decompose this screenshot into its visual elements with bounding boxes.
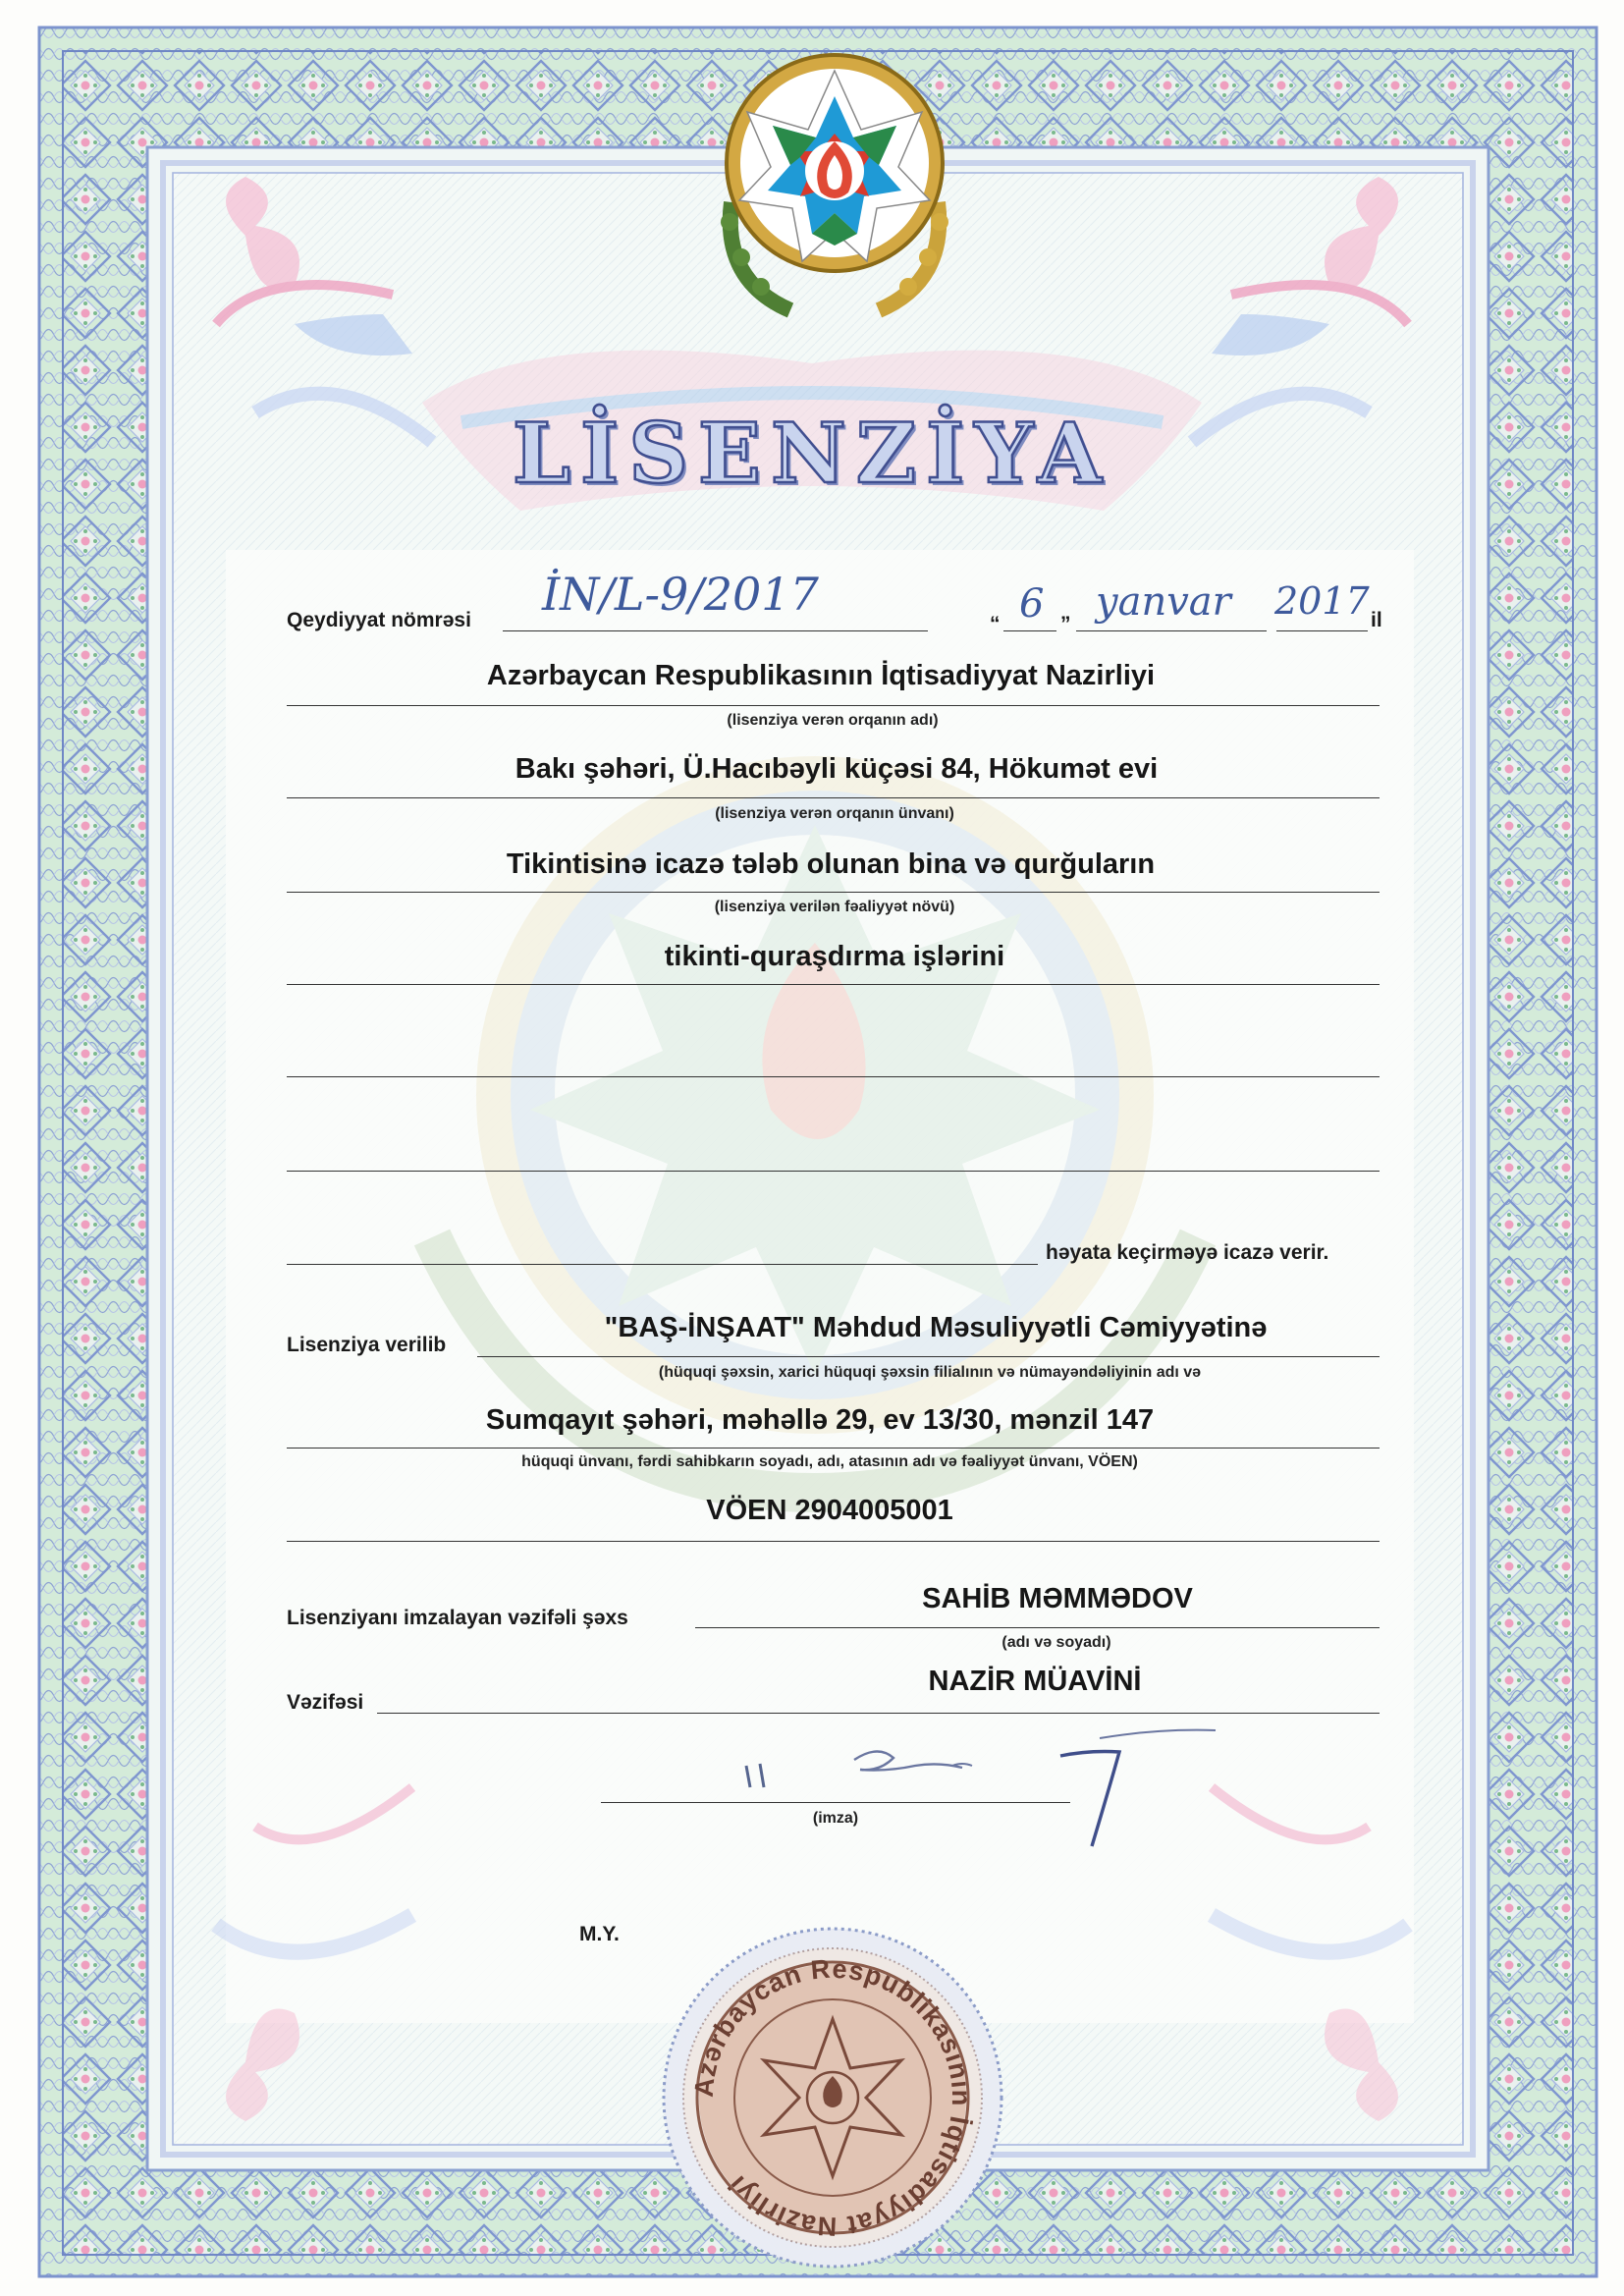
issuing-authority-address: Bakı şəhəri, Ü.Hacıbəyli küçəsi 84, Hökumət evi — [514, 753, 1159, 785]
activity-type-line2: tikinti-quraşdırma işlərini — [664, 941, 1005, 972]
licensee-address: Sumqayıt şəhəri, məhəllə 29, ev 13/30, mənzil 147 — [485, 1404, 1155, 1436]
date-close-quote: ” — [1060, 613, 1071, 635]
licensee-caption-1: (hüquqi şəxsin, xarici hüquqi şəxsin filialının və nümayəndəliyinin adı və — [658, 1364, 1202, 1381]
date-year-suffix: il — [1371, 609, 1382, 631]
handwritten-signature — [707, 1721, 1257, 1858]
activity-line-2 — [287, 984, 1380, 985]
activity-line-1 — [287, 892, 1380, 893]
registration-number-label: Qeydiyyat nömrəsi — [287, 609, 471, 631]
signatory-label: Lisenziyanı imzalayan vəzifəli şəxs — [287, 1607, 628, 1629]
date-year-line — [1276, 630, 1368, 631]
activity-line-4 — [287, 1171, 1380, 1172]
signatory-name-line — [695, 1627, 1380, 1628]
licensee-name: "BAŞ-İNŞAAT" Məhdud Məsuliyyətli Cəmiyyətinə — [604, 1312, 1268, 1343]
date-month-line — [1076, 630, 1267, 631]
issuing-authority-name: Azərbaycan Respublikasının İqtisadiyyat Nazirliyi — [486, 660, 1156, 691]
date-day-line — [1003, 630, 1056, 631]
seal-place-label: M.Y. — [579, 1923, 620, 1945]
issuing-authority-caption: (lisenziya verən orqanın adı) — [727, 712, 939, 729]
registration-number-line — [503, 630, 928, 631]
activity-type-caption: (lisenziya verilən fəaliyyət növü) — [714, 899, 955, 915]
licensee-voen: VÖEN 2904005001 — [706, 1495, 953, 1526]
permission-text: həyata keçirməyə icazə verir. — [1046, 1241, 1329, 1264]
signature-line — [601, 1802, 1070, 1803]
date-open-quote: “ — [990, 613, 1001, 635]
activity-type-line1: Tikintisinə icazə tələb olunan bina və qurğuların — [506, 848, 1156, 880]
signatory-name-caption: (adı və soyadı) — [1001, 1634, 1111, 1651]
issuing-authority-line — [287, 705, 1380, 706]
date-day-handwritten: 6 — [1019, 581, 1045, 627]
signatory-position: NAZİR MÜAVİNİ — [928, 1666, 1142, 1697]
registration-number-handwritten: İN/L-9/2017 — [542, 568, 819, 621]
official-seal — [656, 1921, 1009, 2274]
licensee-label: Lisenziya verilib — [287, 1334, 447, 1356]
seal-ring-text: Azərbaycan Respublikasının İqtisadiyyat Nazirliyi — [688, 1953, 977, 2242]
azerbaijan-state-emblem — [702, 35, 967, 330]
authority-address-caption: (lisenziya verən orqanın ünvanı) — [715, 805, 954, 822]
position-label: Vəzifəsi — [287, 1691, 364, 1714]
signatory-name: SAHİB MƏMMƏDOV — [922, 1583, 1193, 1614]
authority-address-line — [287, 797, 1380, 798]
licensee-name-line — [477, 1356, 1380, 1357]
document-title: LİSENZİYA — [512, 405, 1112, 502]
voen-line — [287, 1541, 1380, 1542]
position-line — [377, 1713, 1380, 1714]
licensee-caption-2: hüquqi ünvanı, fərdi sahibkarın soyadı, adı, atasının adı və fəaliyyət ünvanı, VÖEN) — [521, 1453, 1138, 1470]
date-month-handwritten: yanvar — [1096, 579, 1231, 625]
signature-caption: (imza) — [812, 1810, 859, 1827]
activity-line-3 — [287, 1076, 1380, 1077]
licensee-address-line — [287, 1448, 1380, 1449]
activity-line-5 — [287, 1264, 1038, 1265]
date-year-handwritten: 2017 — [1274, 579, 1370, 623]
